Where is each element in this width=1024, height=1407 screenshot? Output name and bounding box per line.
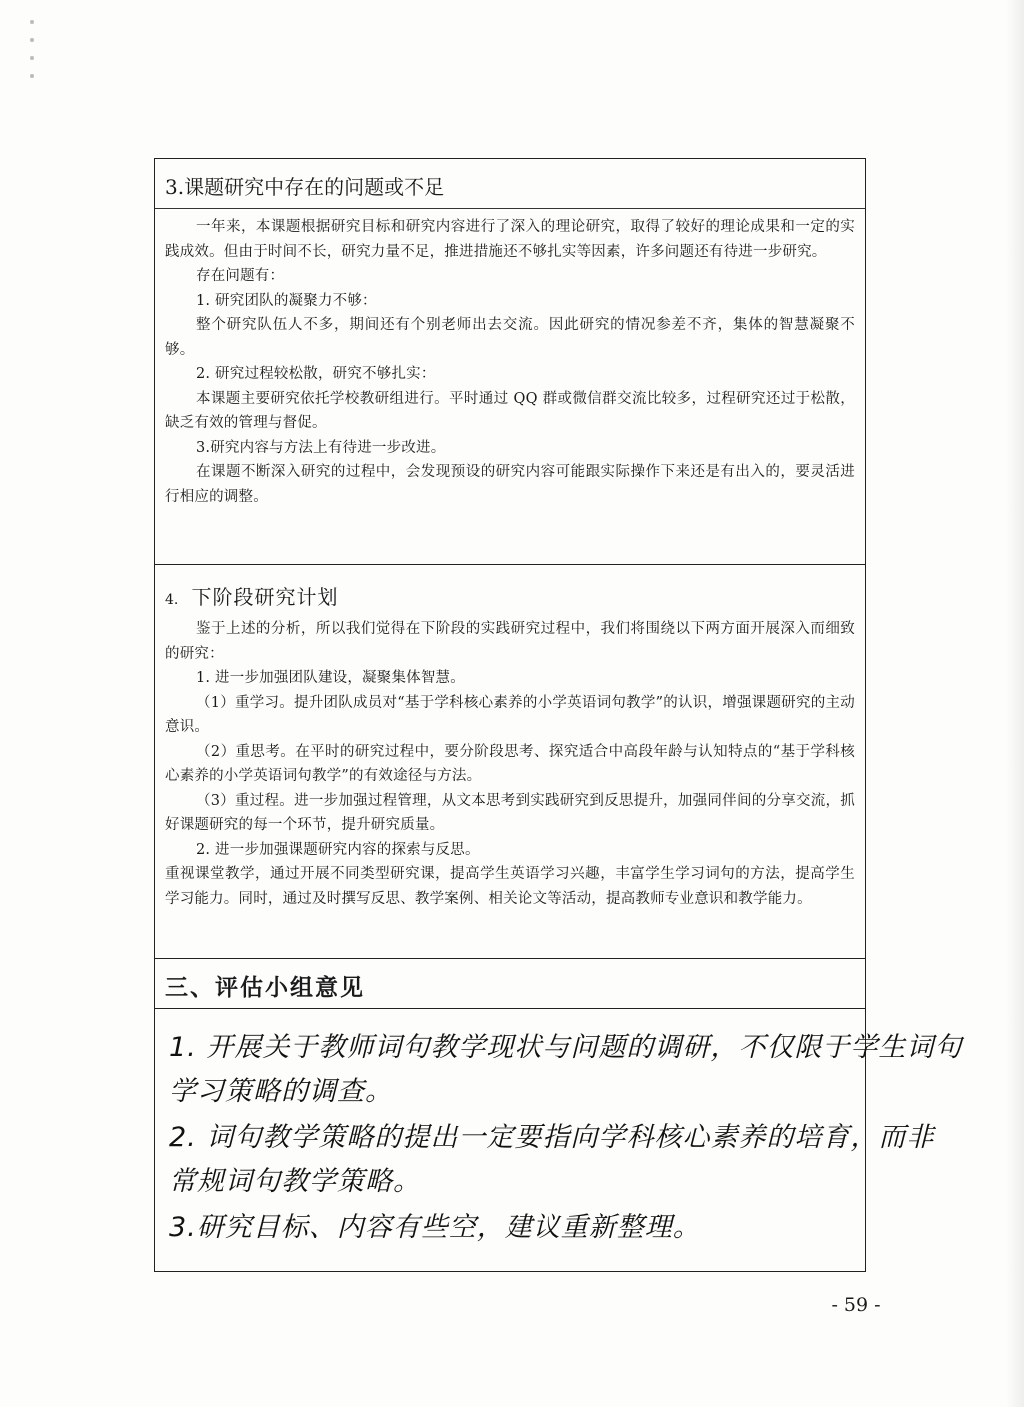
section3-paragraph: 1. 研究团队的凝聚力不够： (196, 292, 377, 309)
section3-paragraph: 存在问题有： (196, 268, 285, 284)
section3-paragraph: 本课题主要研究依托学校教研组进行。平时通过 QQ 群或微信群交流比较多，过程研究还过于松散，缺乏有效的管理与督促。 (165, 390, 855, 431)
section4-number: 4. (165, 592, 179, 608)
handwritten-comment-line: 2. 词句教学策略的提出一定要指向学科核心素养的培育，而非 (169, 1122, 935, 1153)
report-table (154, 158, 963, 1272)
section4-header (165, 581, 338, 610)
section3-paragraph: 一年来，本课题根据研究目标和研究内容进行了深入的理论研究，取得了较好的理论成果和一定的实践成效。但由于时间不长，研究力量不足，推进措施还不够扎实等因素，许多问题还有待进一步研究。 (165, 219, 855, 260)
section4-title: 下阶段研究计划 (191, 585, 339, 609)
eval-title: 三、评估小组意见 (165, 975, 365, 1001)
section3-header (155, 159, 865, 209)
handwritten-comment-line: 学习策略的调查。 (169, 1076, 393, 1107)
page-number: - 59 - (831, 1294, 881, 1316)
handwritten-comment-line: 常规词句教学策略。 (169, 1166, 421, 1197)
section4-paragraph: 2. 进一步加强课题研究内容的探索与反思。 (196, 841, 480, 858)
section3-paragraph: 在课题不断深入研究的过程中，会发现预设的研究内容可能跟实际操作下来还是有出入的，要灵活进行相应的调整。 (165, 464, 855, 505)
scan-shadow (1006, 0, 1024, 1407)
handwritten-comment-line: 1. 开展关于教师词句教学现状与问题的调研，不仅限于学生词句 (169, 1032, 963, 1063)
section-divider (155, 564, 865, 565)
binding-holes (30, 20, 36, 100)
section4-paragraph: （3）重过程。进一步加强过程管理，从文本思考到实践研究到反思提升，加强同伴间的分享交流，抓好课题研究的每一个环节，提升研究质量。 (165, 792, 855, 833)
section4-body (165, 617, 855, 911)
section4-paragraph: 鉴于上述的分析，所以我们觉得在下阶段的实践研究过程中，我们将围绕以下两方面开展深入而细致的研究： (165, 621, 855, 662)
section3-paragraph: 3.研究内容与方法上有待进一步改进。 (196, 439, 446, 456)
section3-paragraph: 整个研究队伍人不多，期间还有个别老师出去交流。因此研究的情况参差不齐，集体的智慧凝聚不够。 (165, 317, 855, 358)
section3-paragraph: 2. 研究过程较松散，研究不够扎实： (196, 366, 436, 382)
section4-paragraph: （1）重学习。提升团队成员对“基于学科核心素养的小学英语词句教学”的认识，增强课题研究的主动意识。 (165, 694, 855, 735)
section4-paragraph: 重视课堂教学，通过开展不同类型研究课，提高学生英语学习兴趣，丰富学生学习词句的方法，提高学生学习能力。同时，通过及时撰写反思、教学案例、相关论文等活动，提高教师专业意识和教学能力。 (165, 866, 855, 907)
section4-paragraph: 1. 进一步加强团队建设，凝聚集体智慧。 (196, 670, 465, 686)
section3-body (165, 215, 855, 509)
section4-paragraph: （2）重思考。在平时的研究过程中，要分阶段思考、探究适合中高段年龄与认知特点的“基于学科核心素养的小学英语词句教学”的有效途径与方法。 (165, 743, 855, 784)
section3-title: 3.课题研究中存在的问题或不足 (165, 175, 445, 199)
handwritten-comment-line: 3.研究目标、内容有些空，建议重新整理。 (169, 1212, 701, 1243)
eval-header (155, 959, 865, 1009)
